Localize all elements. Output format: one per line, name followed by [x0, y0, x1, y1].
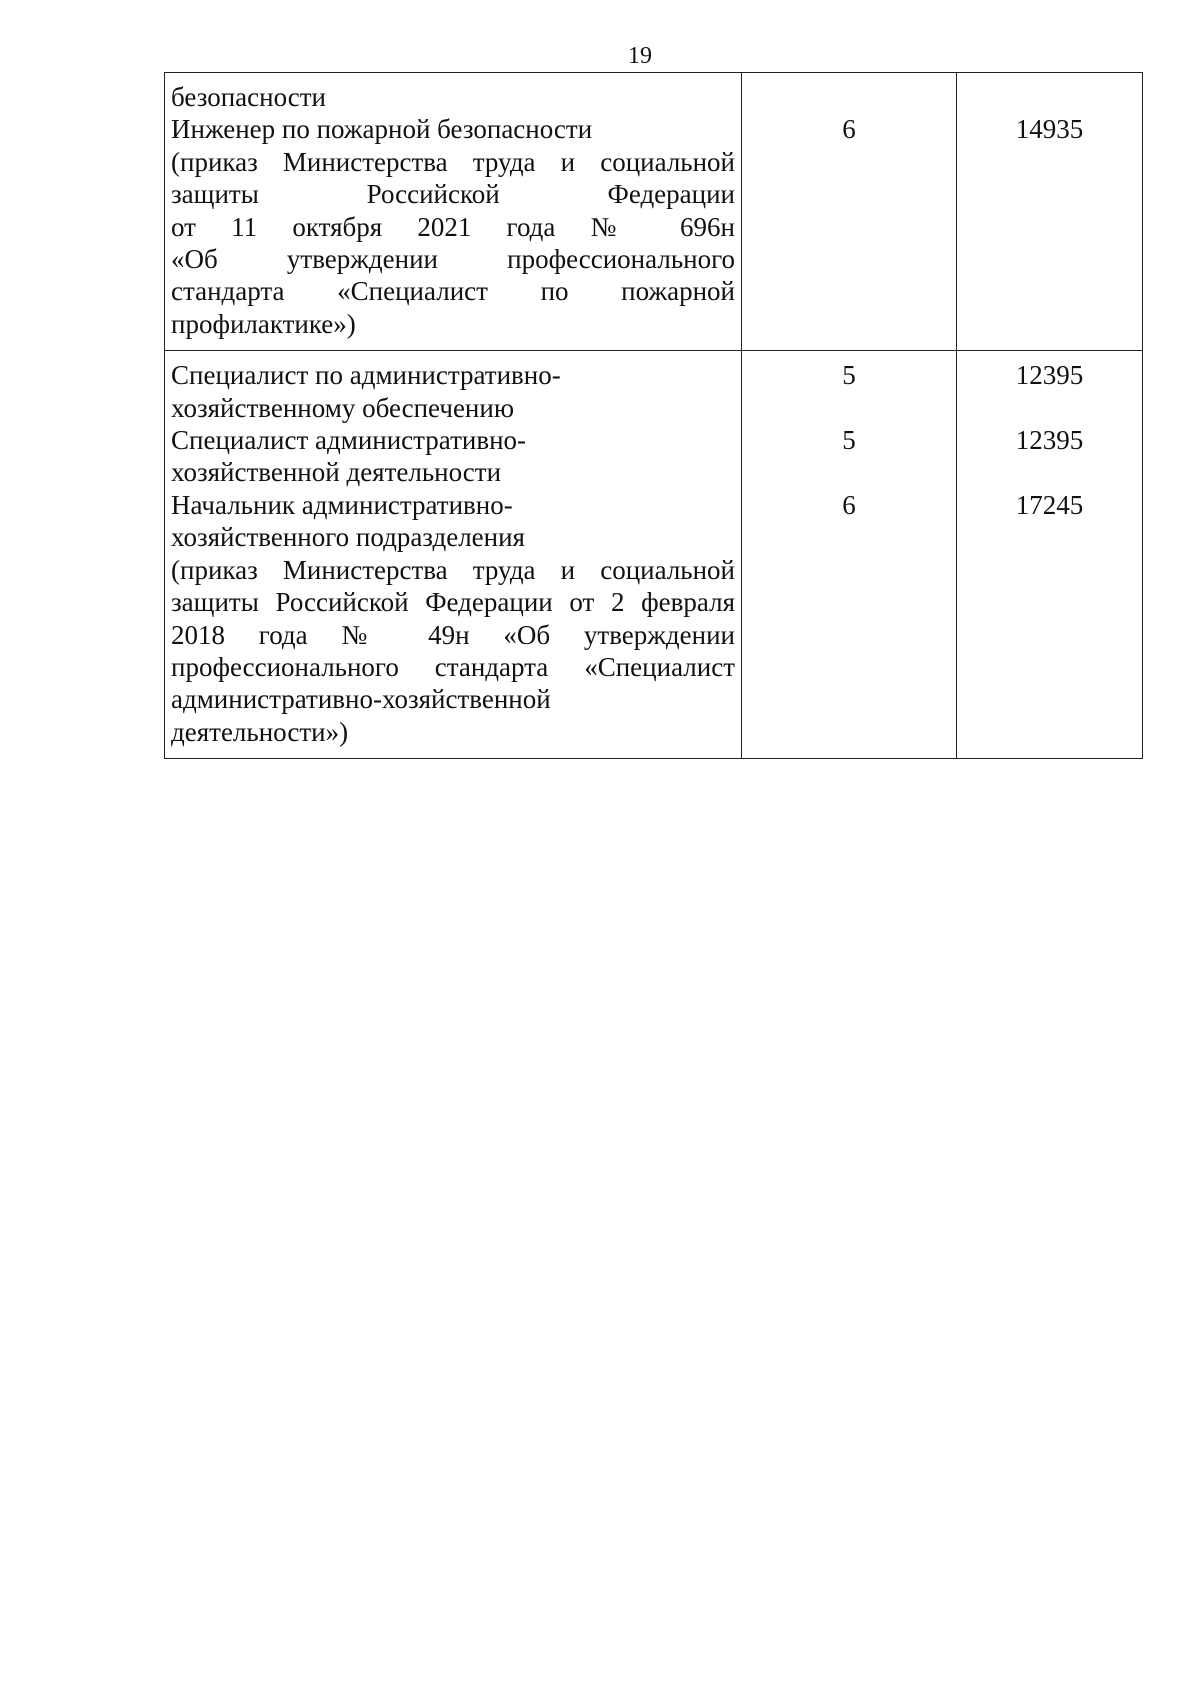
- qualification-level: 5: [842, 425, 856, 456]
- order-line: «Об утверждении профессионального: [171, 244, 735, 275]
- table-row: [165, 351, 1143, 759]
- order-line: защиты Российской Федерации от 2 февраля: [171, 587, 735, 618]
- table-row: [165, 73, 1143, 351]
- order-line: стандарта «Специалист по пожарной: [171, 276, 735, 307]
- spacer: [957, 456, 1142, 488]
- spacer: [742, 456, 956, 488]
- position-cell: [165, 73, 742, 351]
- position-line: Специалист по административно-: [171, 360, 561, 391]
- order-line: административно-хозяйственной: [171, 684, 551, 715]
- order-line: защиты Российской Федерации: [171, 179, 735, 210]
- order-line: (приказ Министерства труда и социальной: [171, 146, 735, 177]
- salary-cell: [957, 351, 1143, 759]
- salary-value: 17245: [1015, 489, 1084, 520]
- salary-cell: [957, 73, 1143, 351]
- position-line: хозяйственному обеспечению: [171, 392, 514, 423]
- qualification-level: 6: [842, 489, 856, 520]
- order-line: (приказ Министерства труда и социальной: [171, 554, 735, 585]
- spacer: [957, 392, 1142, 424]
- position-line: Специалист административно-: [171, 425, 527, 456]
- spacer: [742, 392, 956, 424]
- order-line: профилактике»): [171, 308, 356, 339]
- position-line: Начальник административно-: [171, 489, 513, 520]
- level-cell: [742, 351, 957, 759]
- order-line: 2018 года № 49н «Об утверждении: [171, 619, 735, 650]
- position-line: хозяйственной деятельности: [171, 457, 502, 488]
- position-line: Инженер по пожарной безопасности: [171, 114, 593, 145]
- position-line: хозяйственного подразделения: [171, 522, 525, 553]
- salary-value: 12395: [1015, 360, 1084, 391]
- level-cell: [742, 73, 957, 351]
- order-line: деятельности»): [171, 716, 349, 747]
- salary-value: 12395: [1015, 425, 1084, 456]
- position-cell: [165, 351, 742, 759]
- positions-table: [164, 72, 1143, 759]
- order-line: от 11 октября 2021 года № 696н: [171, 211, 735, 242]
- qualification-level: 6: [842, 114, 856, 144]
- page-number: 19: [628, 43, 652, 69]
- salary-value: 14935: [1015, 114, 1084, 144]
- qualification-level: 5: [842, 360, 856, 391]
- order-line: профессионального стандарта «Специалист: [171, 651, 735, 682]
- position-line: безопасности: [171, 82, 326, 112]
